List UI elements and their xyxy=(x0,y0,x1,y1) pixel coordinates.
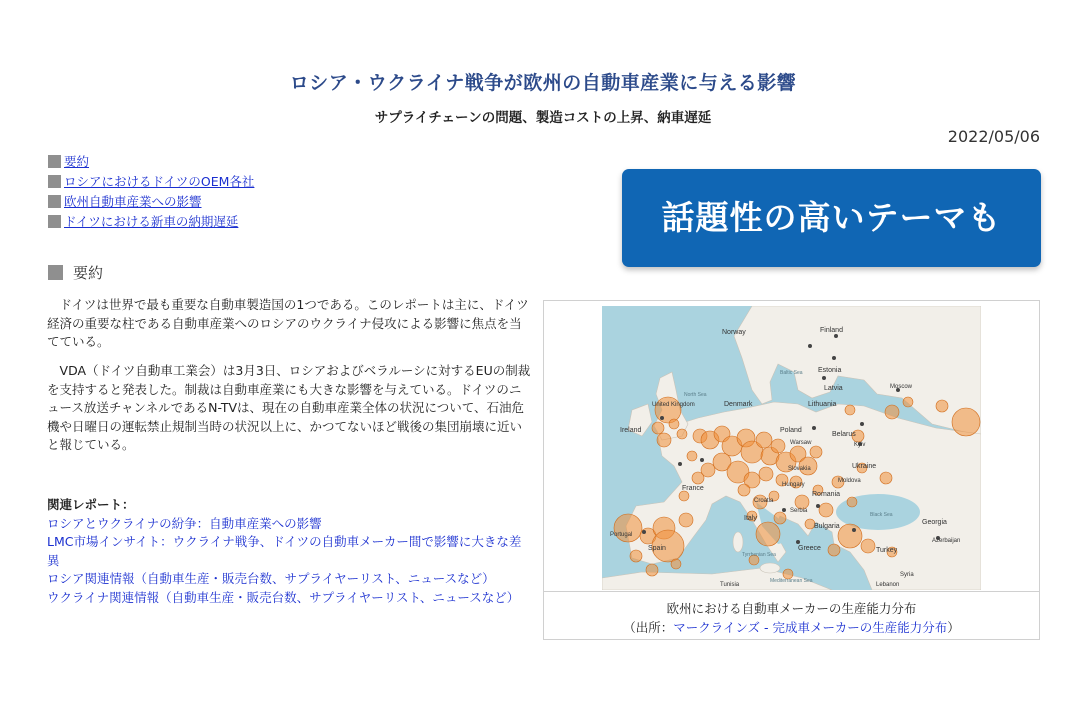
map-marker xyxy=(810,446,822,458)
city-dot xyxy=(834,334,838,338)
city-dot xyxy=(852,528,856,532)
map-label-estonia: Estonia xyxy=(818,367,842,374)
map-label-black-sea: Black Sea xyxy=(870,512,893,518)
page-subtitle: サプライチェーンの問題、製造コストの上昇、納車遅延 xyxy=(374,110,712,126)
map-label-moscow: Moscow xyxy=(890,384,913,390)
map-label-greece: Greece xyxy=(798,545,821,552)
map-marker xyxy=(652,422,664,434)
bullet-square-icon xyxy=(48,195,61,208)
map-marker xyxy=(657,433,671,447)
section-square-icon xyxy=(48,265,63,280)
map-label-warsaw: Warsaw xyxy=(790,440,812,446)
section-heading-text: 要約 xyxy=(73,264,104,282)
related-reports xyxy=(47,496,533,607)
map-label-mediterranean: Mediterranean Sea xyxy=(770,578,813,584)
bullet-square-icon xyxy=(48,175,61,188)
city-dot xyxy=(832,356,836,360)
map-label-hungary: Hungary xyxy=(782,482,805,488)
map-label-belarus: Belarus xyxy=(832,431,856,438)
map-marker xyxy=(903,397,913,407)
map-label-tyrrhenian: Tyrrhenian Sea xyxy=(742,552,776,558)
related-link[interactable]: ロシアとウクライナの紛争：自動車産業への影響 xyxy=(47,515,322,531)
map-marker xyxy=(756,522,780,546)
map-label-croatia: Croatia xyxy=(754,498,774,504)
city-dot xyxy=(816,504,820,508)
map-marker xyxy=(771,439,785,453)
sicily xyxy=(760,563,780,573)
map-caption-source: （出所：マークラインズ - 完成車メーカーの生産能力分布） xyxy=(623,620,960,635)
map-label-uk: United Kingdom xyxy=(652,402,695,408)
related-reports-heading: 関連レポート： xyxy=(47,497,135,512)
map-label-latvia: Latvia xyxy=(824,385,843,392)
city-dot xyxy=(660,416,664,420)
table-of-contents xyxy=(48,152,254,232)
map-caption xyxy=(544,599,1039,637)
map-label-baltic-sea: Baltic Sea xyxy=(780,370,803,376)
toc-item xyxy=(48,192,254,212)
map-marker xyxy=(646,564,658,576)
map-figure xyxy=(543,300,1040,640)
city-dot xyxy=(860,422,864,426)
toc-item xyxy=(48,152,254,172)
map-marker xyxy=(819,503,833,517)
map-label-georgia: Georgia xyxy=(922,519,947,526)
map-marker xyxy=(677,429,687,439)
map-marker xyxy=(845,405,855,415)
toc-link-german-oems-in-russia[interactable]: ロシアにおけるドイツのOEM各社 xyxy=(64,174,255,189)
map-marker xyxy=(756,432,772,448)
map-marker xyxy=(655,397,681,423)
highlight-callout: 話題性の高いテーマも xyxy=(622,169,1041,267)
map-marker xyxy=(738,484,750,496)
toc-link-summary[interactable]: 要約 xyxy=(64,154,90,169)
summary-paragraph-2: VDA（ドイツ自動車工業会）は3月3日、ロシアおよびベラルーシに対するEUの制裁を支持すると発表した。制裁は自動車産業にも大きな影響を与えている。ドイツのニュース放送チャンネルであるN-TVは、現在の自動車産業全体の状況について、石油危機や日曜日の運転禁止規制当時の状況以上に、かつてないほど戦後の集団崩壊に近いと報じている。 xyxy=(47,363,531,452)
map-label-lebanon: Lebanon xyxy=(876,582,900,588)
map-label-france: France xyxy=(682,485,704,492)
related-link[interactable]: LMC市場インサイト：ウクライナ戦争、ドイツの自動車メーカー間で影響に大きな差異 xyxy=(47,534,522,568)
city-dot xyxy=(678,462,682,466)
map-label-ireland: Ireland xyxy=(620,427,642,434)
map-marker xyxy=(759,467,773,481)
map-marker xyxy=(669,419,679,429)
city-dot xyxy=(642,530,646,534)
bullet-square-icon xyxy=(48,215,61,228)
map-marker xyxy=(885,405,899,419)
map-source-link[interactable]: マークラインズ - 完成車メーカーの生産能力分布 xyxy=(673,620,948,635)
city-dot xyxy=(812,426,816,430)
map-label-north-sea: North Sea xyxy=(684,392,707,398)
map-label-slovakia: Slovakia xyxy=(788,466,811,472)
toc-link-european-impact[interactable]: 欧州自動車産業への影響 xyxy=(64,194,202,209)
summary-paragraph-1: ドイツは世界で最も重要な自動車製造国の1つである。このレポートは主に、ドイツ経済の重要な柱である自動車産業へのロシアのウクライナ侵攻による影響に焦点を当てている。 xyxy=(47,297,529,349)
map-label-lithuania: Lithuania xyxy=(808,401,837,408)
city-dot xyxy=(782,508,786,512)
toc-link-delivery-delays[interactable]: ドイツにおける新車の納期遅延 xyxy=(64,214,239,229)
map-marker xyxy=(671,559,681,569)
map-marker xyxy=(679,513,693,527)
map-marker xyxy=(952,408,980,436)
page-title: ロシア・ウクライナ戦争が欧州の自動車産業に与える影響 xyxy=(289,72,797,94)
map-marker xyxy=(847,497,857,507)
related-link[interactable]: ウクライナ関連情報（自動車生産・販売台数、サプライヤーリスト、ニュースなど） xyxy=(47,589,520,605)
map-label-kyiv: Kyiv xyxy=(854,442,866,448)
map-marker xyxy=(828,544,840,556)
map-label-spain: Spain xyxy=(648,545,666,552)
map-marker xyxy=(774,512,786,524)
toc-item xyxy=(48,212,254,232)
map-label-denmark: Denmark xyxy=(724,401,753,408)
map-label-turkey: Turkey xyxy=(876,547,898,554)
map-marker xyxy=(795,495,809,509)
city-dot xyxy=(808,344,812,348)
map-marker xyxy=(936,400,948,412)
europe-capacity-map xyxy=(602,306,981,590)
map-label-romania: Romania xyxy=(812,491,841,498)
map-label-azerbaijan: Azerbaijan xyxy=(932,538,961,544)
map-label-tunisia: Tunisia xyxy=(720,582,740,588)
publish-date: 2022/05/06 xyxy=(947,127,1040,146)
map-label-bulgaria: Bulgaria xyxy=(814,523,840,530)
map-label-serbia: Serbia xyxy=(790,508,808,514)
map-label-finland: Finland xyxy=(820,327,843,334)
map-marker xyxy=(630,550,642,562)
map-label-moldova: Moldova xyxy=(838,478,861,484)
map-marker xyxy=(687,451,697,461)
map-caption-title: 欧州における自動車メーカーの生産能力分布 xyxy=(666,601,917,616)
city-dot xyxy=(822,376,826,380)
sardinia xyxy=(733,532,743,552)
city-dot xyxy=(796,540,800,544)
related-link[interactable]: ロシア関連情報（自動車生産・販売台数、サプライヤーリスト、ニュースなど） xyxy=(47,571,495,586)
city-dot xyxy=(700,458,704,462)
map-marker xyxy=(679,491,689,501)
map-label-syria: Syria xyxy=(900,572,914,578)
map-marker xyxy=(692,472,704,484)
section-heading xyxy=(48,262,103,283)
map-marker xyxy=(861,539,875,553)
caption-divider xyxy=(544,591,1039,592)
map-label-ukraine: Ukraine xyxy=(852,463,877,470)
map-marker xyxy=(880,472,892,484)
map-label-poland: Poland xyxy=(780,427,802,434)
bullet-square-icon xyxy=(48,155,61,168)
map-label-italy: Italy xyxy=(744,515,757,522)
map-label-norway: Norway xyxy=(722,329,746,336)
toc-item xyxy=(48,172,254,192)
map-label-portugal: Portugal xyxy=(610,532,633,538)
map-marker xyxy=(838,524,862,548)
